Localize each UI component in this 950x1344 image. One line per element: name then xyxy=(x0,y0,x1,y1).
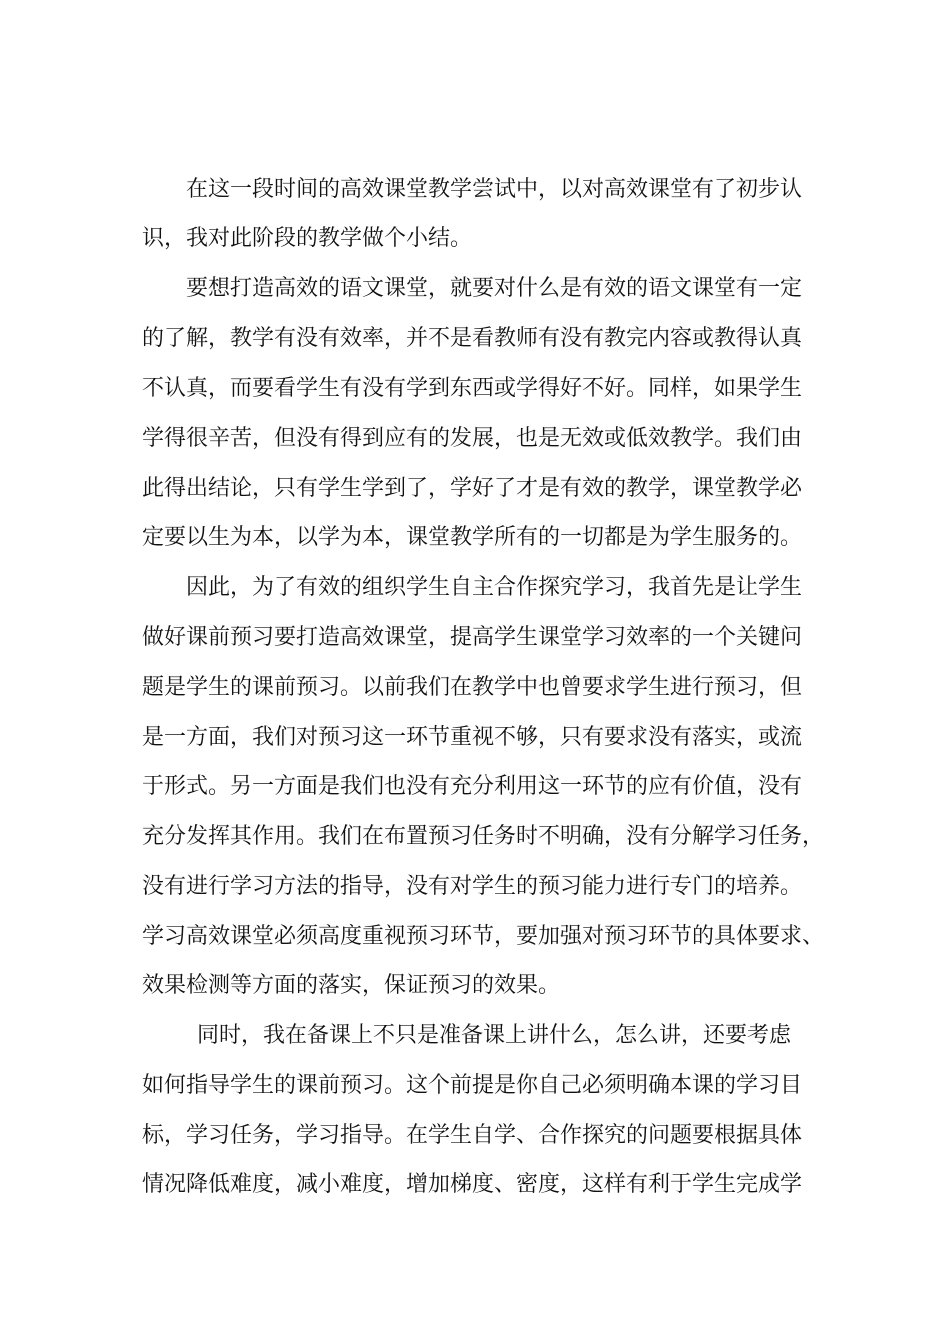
text-line: 没有进行学习方法的指导，没有对学生的预习能力进行专门的培养。 xyxy=(142,874,803,899)
text-line: 定要以生为本，以学为本，课堂教学所有的一切都是为学生服务的。 xyxy=(142,525,803,550)
text-line: 此得出结论，只有学生学到了，学好了才是有效的教学，课堂教学必 xyxy=(142,476,803,501)
text-line: 如何指导学生的课前预习。这个前提是你自己必须明确本课的学习目 xyxy=(142,1073,803,1098)
text-line: 因此，为了有效的组织学生自主合作探究学习，我首先是让学生 xyxy=(186,575,803,600)
text-line: 不认真，而要看学生有没有学到东西或学得好不好。同样，如果学生 xyxy=(142,376,803,401)
text-line: 做好课前预习要打造高效课堂，提高学生课堂学习效率的一个关键问 xyxy=(142,625,803,650)
text-line: 要想打造高效的语文课堂，就要对什么是有效的语文课堂有一定 xyxy=(186,276,803,301)
text-line: 于形式。另一方面是我们也没有充分利用这一环节的应有价值，没有 xyxy=(142,774,803,799)
text-line: 同时，我在备课上不只是准备课上讲什么，怎么讲，还要考虑 xyxy=(197,1023,792,1048)
text-line: 学得很辛苦，但没有得到应有的发展，也是无效或低效教学。我们由 xyxy=(142,426,803,451)
text-line: 的了解，教学有没有效率，并不是看教师有没有教完内容或教得认真 xyxy=(142,326,803,351)
text-line: 情况降低难度，减小难度，增加梯度、密度，这样有利于学生完成学 xyxy=(142,1172,803,1197)
text-line: 识，我对此阶段的教学做个小结。 xyxy=(142,226,473,251)
text-line: 充分发挥其作用。我们在布置预习任务时不明确，没有分解学习任务， xyxy=(142,824,825,849)
text-line: 学习高效课堂必须高度重视预习环节，要加强对预习环节的具体要求、 xyxy=(142,924,825,949)
text-line: 标，学习任务，学习指导。在学生自学、合作探究的问题要根据具体 xyxy=(142,1123,803,1148)
text-line: 题是学生的课前预习。以前我们在教学中也曾要求学生进行预习，但 xyxy=(142,675,803,700)
text-line: 在这一段时间的高效课堂教学尝试中，以对高效课堂有了初步认 xyxy=(186,177,803,202)
text-line: 效果检测等方面的落实，保证预习的效果。 xyxy=(142,973,561,998)
text-line: 是一方面，我们对预习这一环节重视不够，只有要求没有落实，或流 xyxy=(142,725,803,750)
